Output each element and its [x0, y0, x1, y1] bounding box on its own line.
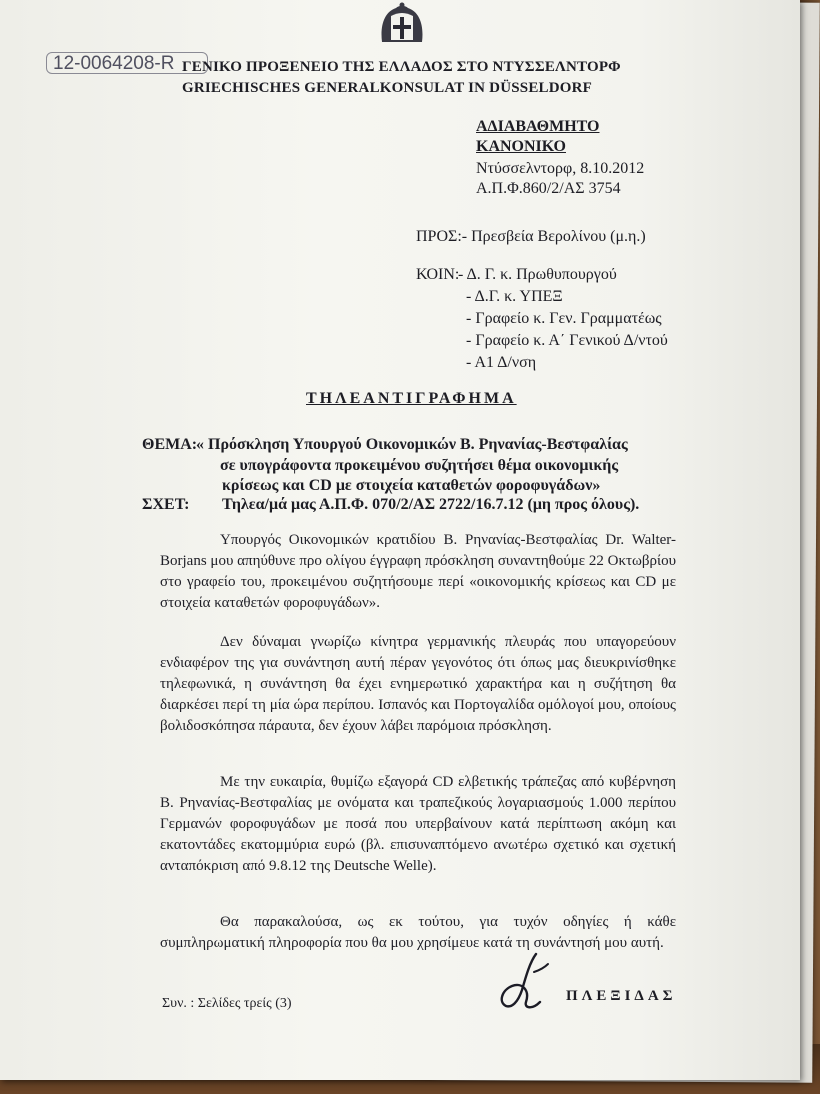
signatory-name: ΠΛΕΞΙΔΑΣ — [566, 988, 677, 1004]
priority-label: ΚΑΝΟΝΙΚΟ — [476, 138, 566, 155]
greek-coat-of-arms-icon — [376, 2, 428, 44]
cc-item: - Δ.Γ. κ. ΥΠΕΞ — [466, 288, 563, 305]
consulate-name-german: GRIECHISCHES GENERALKONSULAT IN DÜSSELDORF — [182, 80, 593, 96]
place-date: Ντύσσελντορφ, 8.10.2012 — [476, 160, 645, 177]
document-type-title: ΤΗΛΕΑΝΤΙΓΡΑΦΗΜΑ — [306, 390, 517, 407]
cc-label: ΚΟΙΝ: — [416, 266, 460, 283]
consulate-name-greek: ΓΕΝΙΚΟ ΠΡΟΞΕΝΕΙΟ ΤΗΣ ΕΛΛΑΔΟΣ ΣΤΟ ΝΤΥΣΣΕΛΝΤΟΡΦ — [182, 59, 621, 75]
subject-line: « Πρόσκληση Υπουργού Οικονομικών Β. Ρηνανίας-Βεστφαλίας — [196, 436, 628, 453]
recipient-line: ΠΡΟΣ:- Πρεσβεία Βερολίνου (μ.η.) — [416, 228, 646, 245]
classification-label: ΑΔΙΑΒΑΘΜΗΤΟ — [476, 118, 600, 135]
handwritten-signature — [496, 950, 552, 1016]
subject-label: ΘΕΜΑ: — [142, 436, 198, 453]
body-paragraph: Υπουργός Οικονομικών κρατιδίου Β. Ρηνανίας-Βεστφαλίας Dr. Walter-Borjans μου απηύθυνε προ ολίγου έγγραφη πρόσκληση συναντηθούμε 22 Οκτωβρίου στο γραφείο του, προκειμένου συζητήσουμε περί «οικονομικής κρίσεως και CD με στοιχεία καταθετών φοροφυγάδων». — [160, 532, 676, 611]
body-paragraph: Θα παρακαλούσα, ως εκ τούτου, για τυχόν οδηγίες ή κάθε συμπληρωματική πληροφορία που θα μου χρησίμευε κατά τη συνάντησή μου αυτή. — [160, 914, 676, 951]
document-number-stamp: 12-0064208-R — [46, 52, 208, 74]
cc-item: - Γραφείο κ. Γεν. Γραμματέως — [466, 310, 662, 327]
subject-line: κρίσεως και CD με στοιχεία καταθετών φοροφυγάδων» — [222, 477, 601, 494]
related-reference: Τηλεα/μά μας Α.Π.Φ. 070/2/ΑΣ 2722/16.7.12 (μη προς όλους). — [222, 496, 640, 513]
cc-item: - Γραφείο κ. Α΄ Γενικού Δ/ντού — [466, 332, 668, 349]
reference-number: Α.Π.Φ.860/2/ΑΣ 3754 — [476, 180, 621, 197]
related-label: ΣΧΕΤ: — [142, 496, 190, 513]
body-paragraph: Δεν δύναμαι γνωρίζω κίνητρα γερμανικής πλευράς που υπαγορεύουν ενδιαφέρον της για συνάντηση αυτή πέραν γεγονότος ότι όπως μας διευκρινίσθηκε τηλεφωνικά, η συνάντηση θα έχει ενημερωτικό χαρακτήρα και η συζήτηση θα διαρκέσει περί τη μία ώρα περίπου. Ισπανός και Πορτογαλίδα ομόλογοί μου, οποίους βολιδοσκόπησα πάραυτα, δεν έχουν λάβει παρόμοια πρόσκληση. — [160, 634, 676, 734]
cc-item: - Α1 Δ/νση — [466, 354, 537, 371]
enclosure-note: Συν. : Σελίδες τρείς (3) — [162, 996, 292, 1011]
subject-line: σε υπογράφοντα προκειμένου συζητήσει θέμα οικονομικής — [220, 457, 619, 474]
cc-item: - Δ. Γ. κ. Πρωθυπουργού — [458, 266, 617, 283]
body-paragraph: Με την ευκαιρία, θυμίζω εξαγορά CD ελβετικής τράπεζας από κυβέρνηση Β. Ρηνανίας-Βεστφαλίας με ονόματα και τραπεζικούς λογαριασμούς 1.000 περίπου Γερμανών φοροφυγάδων με ποσά που υπερβαίνουν κατά περίπτωση ακόμη και εκατοντάδες εκατομμύρια ευρώ (βλ. επισυναπτόμενο ανωτέρω σχετικό και σχετική ανταπόκριση από 9.8.12 της Deutsche Welle). — [160, 774, 676, 874]
